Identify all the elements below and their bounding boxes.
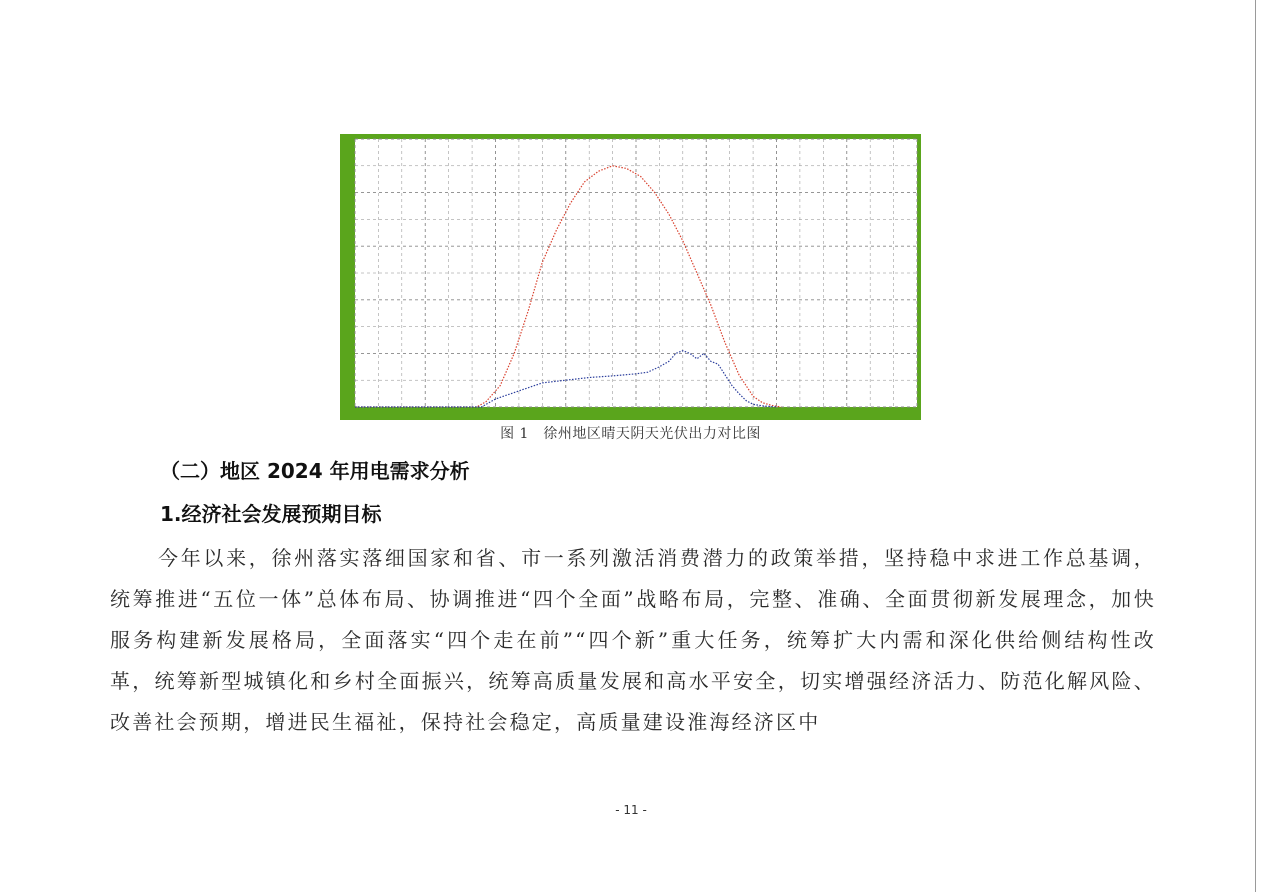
chart-svg xyxy=(340,134,921,420)
pv-output-chart xyxy=(340,134,921,420)
section-heading: （二）地区 2024 年用电需求分析 xyxy=(160,459,470,483)
page-number: - 11 - xyxy=(615,803,647,817)
subsection-heading: 1.经济社会发展预期目标 xyxy=(160,502,382,526)
page-edge-line xyxy=(1255,0,1256,892)
figure-caption: 图 1 徐州地区晴天阴天光伏出力对比图 xyxy=(500,426,761,442)
body-paragraph: 今年以来，徐州落实落细国家和省、市一系列激活消费潜力的政策举措，坚持稳中求进工作总基调，统筹推进“五位一体”总体布局、协调推进“四个全面”战略布局，完整、准确、全面贯彻新发展理念，加快服务构建新发展格局，全面落实“四个走在前”“四个新”重大任务，统筹扩大内需和深化供给侧结构性改革，统筹新型城镇化和乡村全面振兴，统筹高质量发展和高水平安全，切实增强经济活力、防范化解风险、改善社会预期，增进民生福祉，保持社会稳定，高质量建设淮海经济区中 xyxy=(110,546,1156,734)
